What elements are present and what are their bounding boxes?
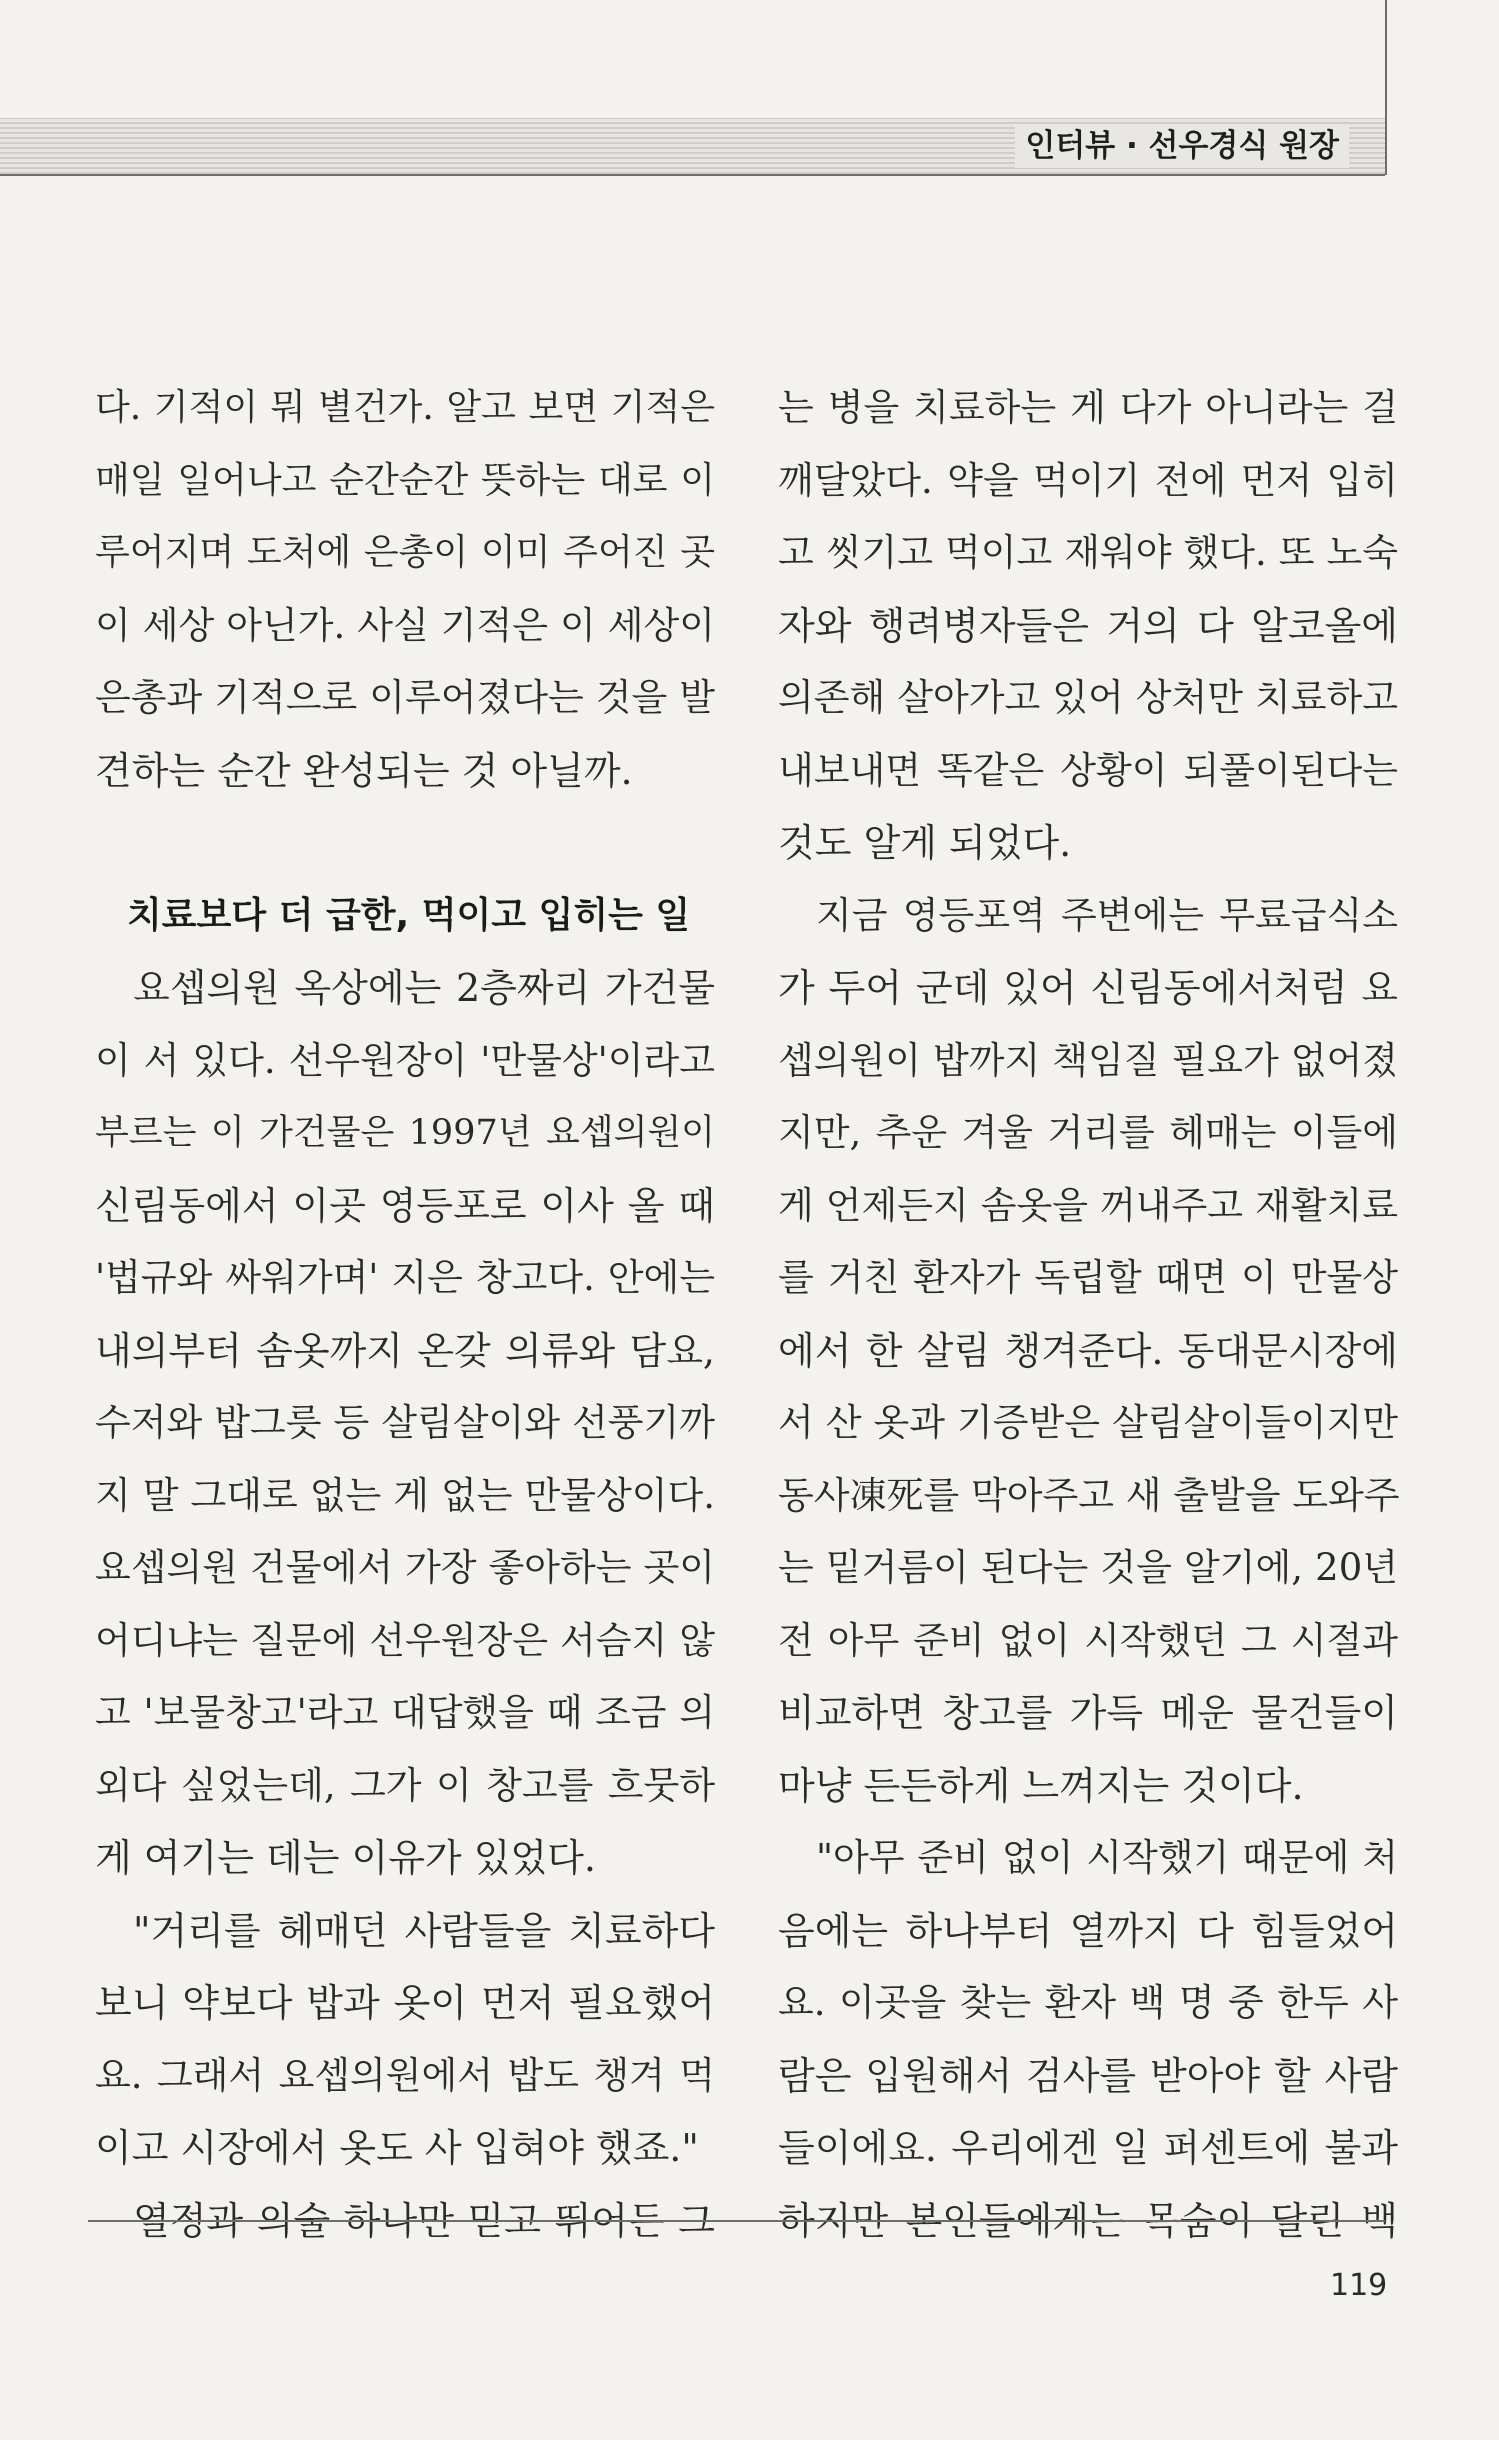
text-line: 요. 이곳을 찾는 환자 백 명 중 한두 사 xyxy=(778,1981,1398,2024)
left-column xyxy=(95,372,715,2257)
text-line: 마냥 든든하게 느껴지는 것이다. xyxy=(778,1763,1304,1808)
text-line: "아무 준비 없이 시작했기 때문에 처 xyxy=(816,1836,1398,1879)
footer-rule xyxy=(88,2220,1385,2222)
running-header xyxy=(0,118,1385,176)
text-line: 이고 시장에서 옷도 사 입혀야 했죠." xyxy=(95,2126,699,2170)
text-line: 셉의원이 밥까지 책임질 필요가 없어졌 xyxy=(778,1038,1398,1082)
paragraph-gap xyxy=(95,807,715,880)
text-line: 내의부터 솜옷까지 온갖 의류와 담요, xyxy=(95,1328,715,1373)
text-line: 이 세상 아닌가. 사실 기적은 이 세상이 xyxy=(95,603,715,647)
text-line: 고 씻기고 먹이고 재워야 했다. 또 노숙 xyxy=(778,531,1398,574)
text-line: 이 서 있다. 선우원장이 '만물상'이라고 xyxy=(95,1038,715,1082)
text-line: 들이에요. 우리에겐 일 퍼센트에 불과 xyxy=(778,2126,1398,2170)
text-line: 가 두어 군데 있어 신림동에서처럼 요 xyxy=(778,966,1398,1010)
right-column xyxy=(778,372,1398,2257)
text-line: 수저와 밥그릇 등 살림살이와 선풍기까 xyxy=(95,1401,715,1444)
paragraph xyxy=(778,880,1398,1823)
text-line: 것도 알게 되었다. xyxy=(778,821,1072,865)
text-line: 요셉의원 옥상에는 2층짜리 가건물 xyxy=(133,966,715,1010)
paragraph xyxy=(778,372,1398,880)
quote-paragraph xyxy=(95,1895,715,2185)
text-line: 부르는 이 가건물은 1997년 요셉의원이 xyxy=(95,1113,715,1153)
text-line: 게 여기는 데는 이유가 있었다. xyxy=(95,1836,596,1880)
text-line: 음에는 하나부터 열까지 다 힘들었어 xyxy=(778,1908,1398,1953)
text-line: 깨달았다. 약을 먹이기 전에 먼저 입히 xyxy=(778,458,1398,502)
text-line: 지금 영등포역 주변에는 무료급식소 xyxy=(816,893,1398,937)
text-line: 요. 그래서 요셉의원에서 밥도 챙겨 먹 xyxy=(95,2053,715,2097)
text-line: 는 밑거름이 된다는 것을 알기에, 20년 xyxy=(778,1546,1398,1589)
text-line: 의존해 살아가고 있어 상처만 치료하고 xyxy=(778,676,1398,719)
text-line: 하지만 본인들에게는 목숨이 달린 백 xyxy=(778,2198,1398,2243)
text-line: '법규와 싸워가며' 지은 창고다. 안에는 xyxy=(95,1256,715,1299)
paragraph xyxy=(95,372,715,807)
text-line: 은총과 기적으로 이루어졌다는 것을 발 xyxy=(95,676,715,719)
text-line: 요셉의원 건물에서 가장 좋아하는 곳이 xyxy=(95,1546,715,1589)
text-line: 열정과 의술 하나만 믿고 뛰어든 그 xyxy=(133,2198,715,2243)
text-line: 매일 일어나고 순간순간 뜻하는 대로 이 xyxy=(95,459,715,501)
text-line: 신림동에서 이곳 영등포로 이사 올 때 xyxy=(95,1183,715,1228)
text-line: 게 언제든지 솜옷을 꺼내주고 재활치료 xyxy=(778,1183,1398,1227)
text-line: "거리를 헤매던 사람들을 치료하다 xyxy=(133,1908,715,1953)
text-line: 전 아무 준비 없이 시작했던 그 시절과 xyxy=(778,1618,1398,1662)
text-line: 고 '보물창고'라고 대답했을 때 조금 의 xyxy=(95,1691,715,1734)
text-line: 자와 행려병자들은 거의 다 알코올에 xyxy=(778,603,1398,648)
page-number: 119 xyxy=(1330,2268,1388,2303)
text-line: 다. 기적이 뭐 별건가. 알고 보면 기적은 xyxy=(95,387,715,428)
text-line: 견하는 순간 완성되는 것 아닐까. xyxy=(95,748,633,793)
paragraph xyxy=(95,952,715,1895)
header-vertical-rule xyxy=(1385,0,1387,175)
text-line: 를 거친 환자가 독립할 때면 이 만물상 xyxy=(778,1256,1398,1299)
quote-paragraph xyxy=(778,1822,1398,2257)
text-line: 는 병을 치료하는 게 다가 아니라는 걸 xyxy=(778,386,1398,429)
running-header-title: 인터뷰 · 선우경식 원장 xyxy=(1015,124,1349,168)
text-line: 서 산 옷과 기증받은 살림살이들이지만 xyxy=(778,1401,1398,1444)
section-heading: 치료보다 더 급한, 먹이고 입히는 일 xyxy=(127,894,691,936)
text-line: 에서 한 살림 챙겨준다. 동대문시장에 xyxy=(778,1328,1398,1373)
text-line: 동사凍死를 막아주고 새 출발을 도와주 xyxy=(778,1473,1400,1517)
text-line: 비교하면 창고를 가득 메운 물건들이 xyxy=(778,1691,1398,1735)
text-line: 지만, 추운 겨울 거리를 헤매는 이들에 xyxy=(778,1111,1398,1154)
text-line: 내보내면 똑같은 상황이 되풀이된다는 xyxy=(778,748,1398,792)
text-line: 외다 싶었는데, 그가 이 창고를 흐뭇하 xyxy=(95,1763,715,1807)
text-line: 어디냐는 질문에 선우원장은 서슴지 않 xyxy=(95,1618,715,1662)
text-line: 람은 입원해서 검사를 받아야 할 사람 xyxy=(778,2053,1398,2098)
text-line: 보니 약보다 밥과 옷이 먼저 필요했어 xyxy=(95,1981,715,2025)
text-line: 루어지며 도처에 은총이 이미 주어진 곳 xyxy=(95,532,715,573)
text-line: 지 말 그대로 없는 게 없는 만물상이다. xyxy=(95,1473,715,1517)
